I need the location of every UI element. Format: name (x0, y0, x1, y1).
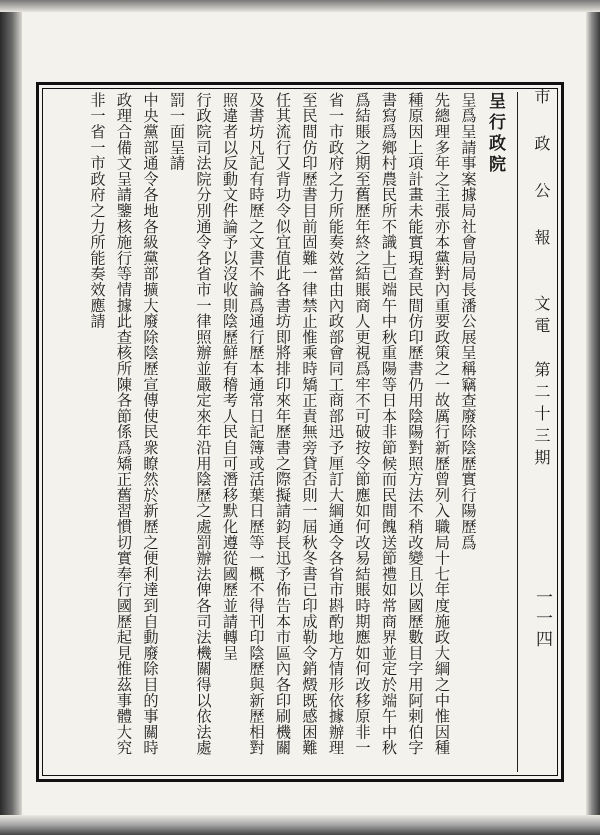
text-column: 種原因上項計畫未能實現查民間仿印歷書仍用陰陽對照方法不稍改變且以國歷數目字用阿剌伯字 (406, 92, 425, 756)
publication-name: 市 政 公 報 (532, 88, 551, 251)
text-column: 及書坊凡記有時歷之文書不論爲通行歷本通常日記簿或活葉日歷等一概不得刊印陰歷與新歷相對 (247, 92, 266, 756)
section-name: 文電 (532, 295, 551, 339)
scan-shadow-top (0, 0, 600, 12)
text-column: 政理合備文呈請鑒核施行等情據此查核所陳各節係爲矯正舊習慣切實奉行國歷起見惟茲事體大究 (115, 92, 133, 756)
text-column: 呈爲呈請事案據局社會局局長潘公展呈稱竊查廢除陰歷實行陽歷爲 (459, 92, 478, 551)
header-divider (517, 92, 518, 772)
text-column: 非一省一市政府之力所能奏效應請 (88, 92, 107, 329)
text-column: 照違者以反動文件論予以沒收則陰歷鮮有稽考人民自可潛移默化遵從國歷並請轉呈 (221, 92, 239, 661)
document-body (54, 92, 508, 768)
text-column: 行政院司法院分別通令各省市一律照辦並嚴定來年沿用陰歷之處罰辦法俾各司法機關得以依法處 (194, 92, 213, 756)
text-column: 書寫爲鄉村農民所不識上已端午中秋重陽等日本非節候而民間餽送節禮如常商界並定於端午中秋 (380, 92, 398, 756)
text-column: 中央黨部通令各地各級黨部擴大廢除陰歷宣傳使民衆瞭然於新歷之便利達到自動廢除目的事關時 (141, 92, 160, 756)
document-title: 呈行政院 (485, 92, 505, 176)
text-column: 罰一面呈請 (168, 92, 186, 171)
text-column: 省一市政府之力所能奏效當由內政部會同工商部迅予厘訂大綱通令各省市斟酌地方情形依據辦理 (327, 92, 345, 756)
text-column: 先總理多年之主張亦本黨對內重要政策之一故厲行新歷曾列入職局十七年度施政大綱之中惟因種 (433, 92, 451, 756)
issue-number: 第二十三期 (532, 361, 551, 471)
scan-shadow-right (586, 0, 600, 835)
scan-shadow-bottom (0, 815, 600, 835)
scan-shadow-left (0, 0, 22, 835)
text-column: 爲結賬之期至舊歷年終之結賬商人更視爲牢不可破按令節應如何改易結賬時期應如何改移原非一 (353, 92, 372, 756)
text-column: 至民間仿印歷書目前固難一律禁止惟乘時矯正責無旁貸否則一屆秋冬書已印成勒令銷燬既感困難 (300, 92, 319, 756)
page-number: 一一四 (532, 588, 552, 651)
text-column: 任其流行又背功令似宜值此各書坊即將排印來年歷書之際擬請鈞長迅予佈告本市區內各印刷機關 (274, 92, 292, 756)
running-header (526, 88, 556, 648)
